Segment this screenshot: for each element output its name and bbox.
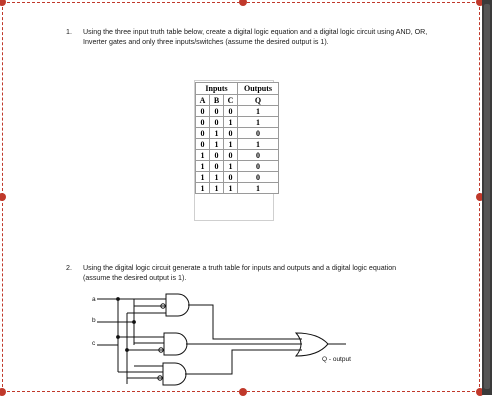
cell-q: 0 <box>238 172 279 183</box>
header-outputs: Outputs <box>238 83 279 95</box>
output-label: Q - output <box>322 356 351 363</box>
cell-a: 0 <box>196 106 210 117</box>
cell-q: 1 <box>238 117 279 128</box>
cell-c: 1 <box>224 183 238 194</box>
cell-b: 1 <box>210 172 224 183</box>
column-c: C <box>224 95 238 106</box>
table-row <box>196 183 279 194</box>
table-row <box>196 161 279 172</box>
cell-q: 0 <box>238 161 279 172</box>
truth-table-group-header <box>196 83 279 95</box>
cell-c: 0 <box>224 150 238 161</box>
column-b: B <box>210 95 224 106</box>
input-label-a: a <box>92 296 96 303</box>
table-row <box>196 172 279 183</box>
question-2 <box>66 264 418 283</box>
input-label-c: c <box>92 340 96 347</box>
cell-b: 1 <box>210 183 224 194</box>
cell-b: 0 <box>210 161 224 172</box>
cell-c: 0 <box>224 172 238 183</box>
cell-q: 1 <box>238 183 279 194</box>
input-label-b: b <box>92 317 96 324</box>
scrollbar[interactable] <box>482 0 492 395</box>
header-inputs: Inputs <box>196 83 238 95</box>
cell-a: 0 <box>196 128 210 139</box>
cell-q: 1 <box>238 139 279 150</box>
cell-a: 0 <box>196 117 210 128</box>
cell-a: 1 <box>196 183 210 194</box>
cell-c: 1 <box>224 161 238 172</box>
cell-a: 1 <box>196 150 210 161</box>
question-2-text: Using the digital logic circuit generate a truth table for inputs and outputs and a digital logic equation (assume the desired output is 1). <box>83 264 397 282</box>
column-a: A <box>196 95 210 106</box>
cell-a: 1 <box>196 161 210 172</box>
truth-table <box>195 82 279 194</box>
cell-c: 1 <box>224 117 238 128</box>
cell-b: 1 <box>210 128 224 139</box>
cell-c: 1 <box>224 139 238 150</box>
cell-c: 0 <box>224 106 238 117</box>
question-1-number: 1. <box>66 28 72 36</box>
question-2-number: 2. <box>66 264 72 272</box>
cell-b: 0 <box>210 150 224 161</box>
cell-a: 0 <box>196 139 210 150</box>
question-1-text: Using the three input truth table below, create a digital logic equation and a digital logic circuit using AND, OR, Inverter gates and only three inputs/switches (assume the desired output is 1). <box>83 28 428 46</box>
cell-q: 0 <box>238 150 279 161</box>
truth-table-column-header <box>196 95 279 106</box>
cell-q: 0 <box>238 128 279 139</box>
cell-a: 1 <box>196 172 210 183</box>
cell-b: 0 <box>210 117 224 128</box>
scrollbar-thumb[interactable] <box>484 4 490 389</box>
table-row <box>196 128 279 139</box>
table-row <box>196 150 279 161</box>
table-row <box>196 139 279 150</box>
cell-q: 1 <box>238 106 279 117</box>
cell-c: 0 <box>224 128 238 139</box>
column-q: Q <box>238 95 279 106</box>
question-1 <box>66 28 428 47</box>
cell-b: 1 <box>210 139 224 150</box>
table-row <box>196 117 279 128</box>
cell-b: 0 <box>210 106 224 117</box>
table-row <box>196 106 279 117</box>
